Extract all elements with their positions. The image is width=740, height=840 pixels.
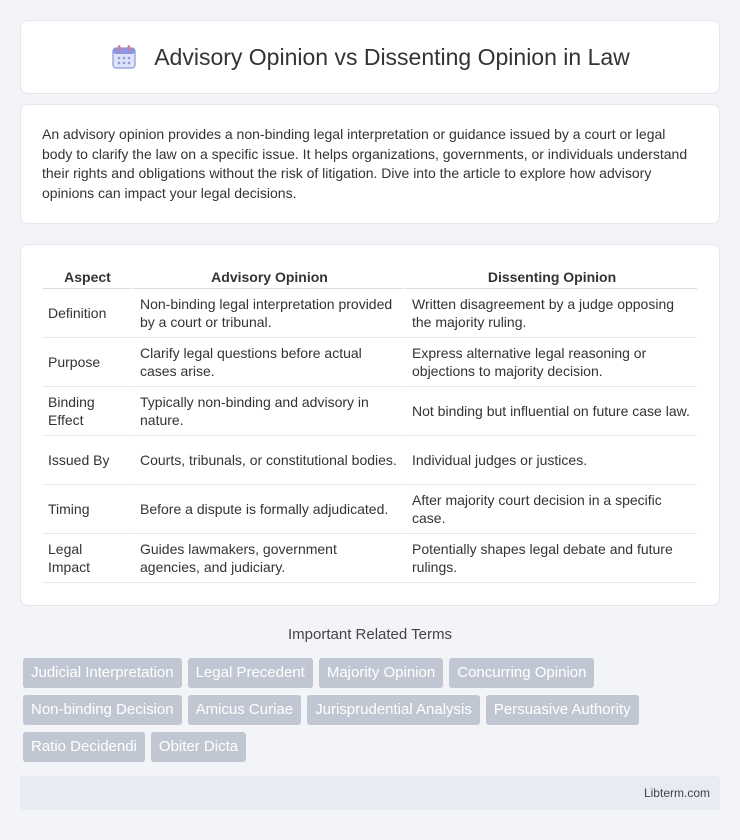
table-row (43, 338, 697, 387)
header-dissenting-opinion: Dissenting Opinion (404, 265, 697, 289)
row-aspect: Issued By (43, 436, 132, 485)
tag-amicus-curiae[interactable]: Amicus Curiae (188, 695, 302, 725)
row-aspect: Definition (43, 289, 132, 338)
title-card (20, 20, 720, 94)
row-dissenting: Express alternative legal reasoning or objections to majority decision. (404, 338, 697, 387)
related-terms-title: Important Related Terms (288, 626, 452, 643)
row-dissenting: Written disagreement by a judge opposing the majority ruling. (404, 289, 697, 338)
comparison-table (43, 265, 697, 583)
calendar-icon (110, 43, 138, 71)
table-header-row (43, 265, 697, 289)
tag-judicial-interpretation[interactable]: Judicial Interpretation (23, 658, 182, 688)
table-row (43, 289, 697, 338)
header-advisory-opinion: Advisory Opinion (132, 265, 404, 289)
footer-site-link[interactable]: Libterm.com (643, 786, 710, 800)
table-row (43, 436, 697, 485)
table-row (43, 534, 697, 583)
tag-legal-precedent[interactable]: Legal Precedent (188, 658, 313, 688)
comparison-table-card (20, 244, 720, 606)
row-advisory: Courts, tribunals, or constitutional bodies. (132, 436, 404, 485)
row-aspect: Binding Effect (43, 387, 132, 436)
intro-card (20, 104, 720, 224)
row-dissenting: Not binding but influential on future case law. (404, 387, 697, 436)
row-dissenting: Individual judges or justices. (404, 436, 697, 485)
table-row (43, 387, 697, 436)
table-row (43, 485, 697, 534)
row-aspect: Timing (43, 485, 132, 534)
header-aspect: Aspect (43, 265, 132, 289)
row-advisory: Clarify legal questions before actual cases arise. (132, 338, 404, 387)
row-aspect: Legal Impact (43, 534, 132, 583)
row-advisory: Guides lawmakers, government agencies, and judiciary. (132, 534, 404, 583)
row-aspect: Purpose (43, 338, 132, 387)
tag-obiter-dicta[interactable]: Obiter Dicta (151, 732, 246, 762)
tag-majority-opinion[interactable]: Majority Opinion (319, 658, 443, 688)
tag-persuasive-authority[interactable]: Persuasive Authority (486, 695, 639, 725)
page-title: Advisory Opinion vs Dissenting Opinion in Law (154, 43, 630, 70)
intro-text: An advisory opinion provides a non-binding legal interpretation or guidance issued by a court or legal body to clarify the law on a specific issue. It helps organizations, governments, or individuals understand their rights and obligations without the risk of litigation. Dive into the article to explore how advisory opinions can impact your legal decisions. (42, 126, 688, 201)
row-advisory: Before a dispute is formally adjudicated. (132, 485, 404, 534)
row-advisory: Typically non-binding and advisory in nature. (132, 387, 404, 436)
tag-jurisprudential-analysis[interactable]: Jurisprudential Analysis (307, 695, 480, 725)
row-dissenting: After majority court decision in a specific case. (404, 485, 697, 534)
tag-concurring-opinion[interactable]: Concurring Opinion (449, 658, 594, 688)
related-terms-tags (23, 658, 703, 762)
row-advisory: Non-binding legal interpretation provided by a court or tribunal. (132, 289, 404, 338)
row-dissenting: Potentially shapes legal debate and future rulings. (404, 534, 697, 583)
footer (20, 776, 720, 810)
tag-non-binding-decision[interactable]: Non-binding Decision (23, 695, 182, 725)
tag-ratio-decidendi[interactable]: Ratio Decidendi (23, 732, 145, 762)
